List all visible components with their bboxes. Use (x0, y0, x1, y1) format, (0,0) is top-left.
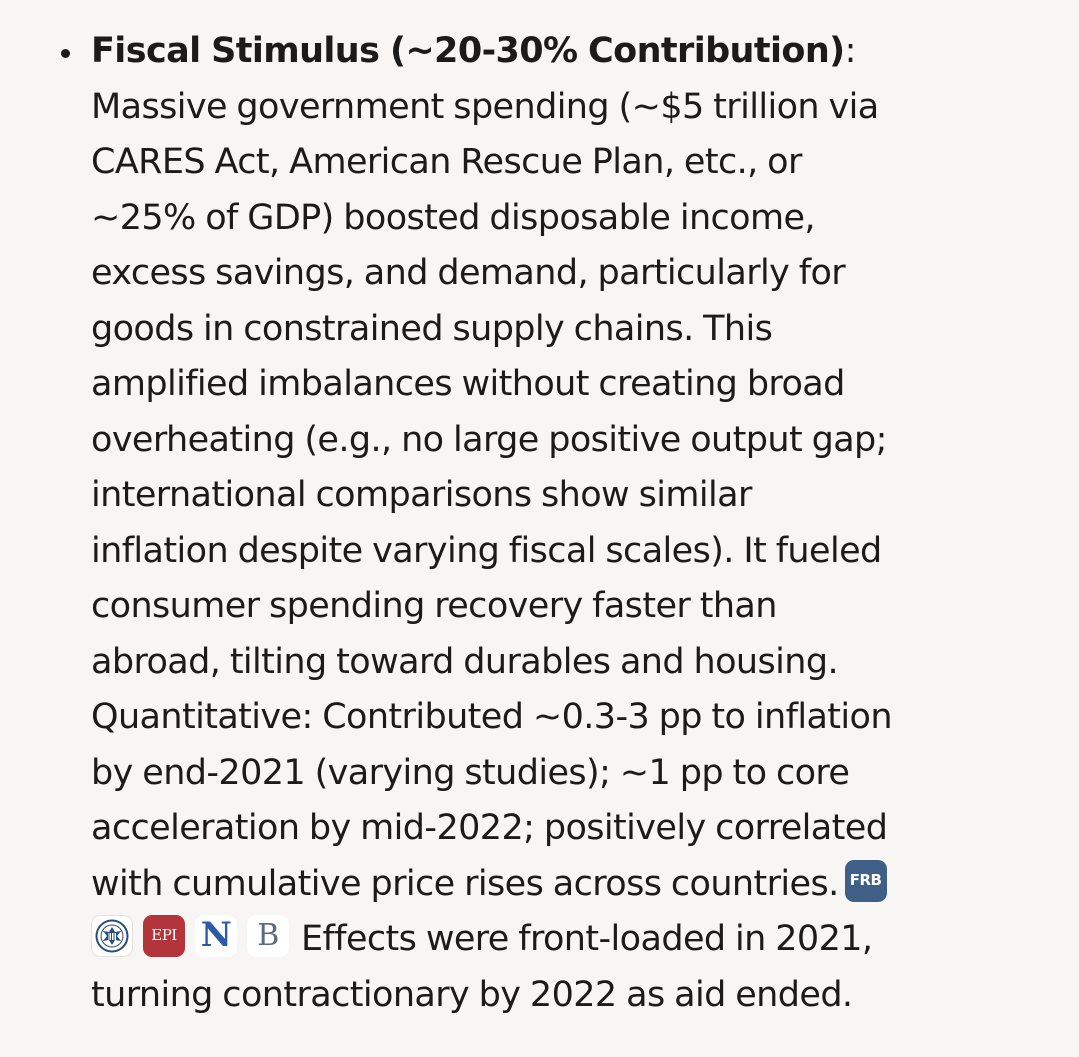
body-line-with-citations (91, 912, 1055, 968)
body-line: turning contractionary by 2022 as aid ended. (91, 974, 853, 1015)
heading-colon: : (844, 31, 856, 71)
bullet-dot-icon (61, 49, 70, 58)
body-line-text: Effects were front-loaded in 2021, (301, 919, 873, 959)
body-line: excess savings, and demand, particularly for (91, 253, 846, 293)
bullet-list (55, 24, 1055, 1023)
citation-group (91, 915, 289, 957)
body-line: abroad, tilting toward durables and housing. (91, 641, 838, 682)
body-line: by end-2021 (varying studies); ~1 pp to core (91, 752, 850, 793)
body-line-text: with cumulative price rises across countries. (91, 863, 839, 904)
list-item (55, 24, 1055, 1023)
body-line: Massive government spending (~$5 trillion via (91, 86, 879, 127)
body-line: ~25% of GDP) boosted disposable income, (91, 197, 815, 238)
body-line: goods in constrained supply chains. This (91, 308, 773, 349)
citation-federal-reserve-seal-button[interactable] (91, 915, 133, 957)
citation-frb-button[interactable]: FRB (845, 860, 887, 902)
body-line-with-citation (91, 857, 1055, 913)
citation-b-button[interactable]: B (247, 915, 289, 957)
body-line: acceleration by mid-2022; positively correlated (91, 808, 888, 848)
body-line: inflation despite varying fiscal scales). It fueled (91, 530, 882, 571)
citation-n-button[interactable]: N (195, 915, 237, 957)
body-line: CARES Act, American Rescue Plan, etc., or (91, 142, 802, 182)
body-line: amplified imbalances without creating broad (91, 364, 845, 404)
body-line: Quantitative: Contributed ~0.3-3 pp to inflation (91, 697, 892, 737)
citation-epi-button[interactable]: EPI (143, 915, 185, 957)
paragraph (91, 24, 1055, 1023)
federal-reserve-seal-icon (95, 919, 129, 953)
body-line: international comparisons show similar (91, 475, 752, 515)
body-line: overheating (e.g., no large positive output gap; (91, 419, 887, 460)
body-line: consumer spending recovery faster than (91, 586, 777, 626)
line-heading (91, 24, 1055, 80)
item-heading: Fiscal Stimulus (~20-30% Contribution) (91, 31, 845, 71)
